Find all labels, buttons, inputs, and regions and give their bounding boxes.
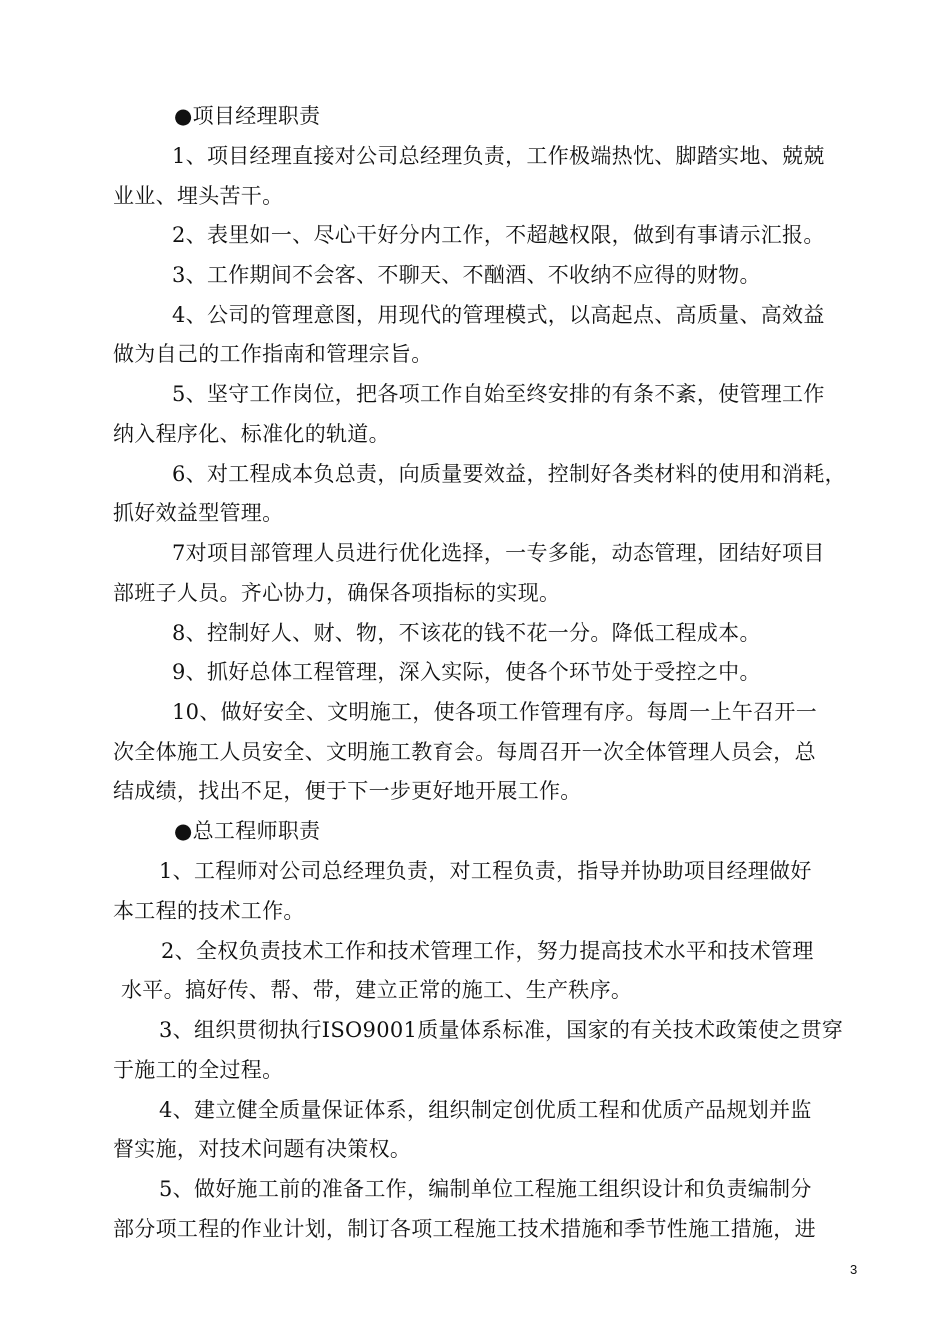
text-line: 于施工的全过程。 [113, 1058, 284, 1082]
text-line: 部分项工程的作业计划，制订各项工程施工技术措施和季节性施工措施，进 [113, 1217, 816, 1241]
text-line: 3、工作期间不会客、不聊天、不酗酒、不收纳不应得的财物。 [172, 263, 761, 287]
text-line: 做为自己的工作指南和管理宗旨。 [113, 342, 433, 366]
text-line: 3、组织贯彻执行ISO9001质量体系标准，国家的有关技术政策使之贯穿 [159, 1018, 844, 1042]
text-line: 6、对工程成本负总责，向质量要效益，控制好各类材料的使用和消耗， [172, 462, 846, 486]
text-line: 4、公司的管理意图，用现代的管理模式，以高起点、高质量、高效益 [172, 303, 825, 327]
heading-chief-engineer-duties: ●总工程师职责 [174, 819, 321, 843]
text-line: 1、项目经理直接对公司总经理负责，工作极端热忱、脚踏实地、兢兢 [172, 144, 825, 168]
text-line: 督实施，对技术问题有决策权。 [113, 1137, 412, 1161]
text-line: 9、抓好总体工程管理，深入实际，使各个环节处于受控之中。 [172, 660, 761, 684]
text-line: 水平。搞好传、帮、带，建立正常的施工、生产秩序。 [121, 978, 633, 1002]
text-line: 结成绩，找出不足，便于下一步更好地开展工作。 [113, 779, 582, 803]
text-line: 部班子人员。齐心协力，确保各项指标的实现。 [113, 581, 561, 605]
text-line: 4、建立健全质量保证体系，组织制定创优质工程和优质产品规划并监 [159, 1098, 812, 1122]
text-line: 7对项目部管理人员进行优化选择，一专多能，动态管理，团结好项目 [172, 541, 825, 565]
text-line: 5、坚守工作岗位，把各项工作自始至终安排的有条不紊，使管理工作 [172, 382, 825, 406]
text-line: 次全体施工人员安全、文明施工教育会。每周召开一次全体管理人员会，总 [113, 740, 816, 764]
text-line: 5、做好施工前的准备工作，编制单位工程施工组织设计和负责编制分 [159, 1177, 812, 1201]
text-line: 2、全权负责技术工作和技术管理工作，努力提高技术水平和技术管理 [161, 939, 814, 963]
text-line: 业业、埋头苦干。 [113, 184, 284, 208]
text-line: 10、做好安全、文明施工，使各项工作管理有序。每周一上午召开一 [172, 700, 818, 724]
text-line: 2、表里如一、尽心干好分内工作，不超越权限，做到有事请示汇报。 [172, 223, 825, 247]
text-line: 纳入程序化、标准化的轨道。 [113, 422, 390, 446]
page-number: 3 [850, 1262, 858, 1277]
text-line: 8、控制好人、财、物，不该花的钱不花一分。降低工程成本。 [172, 621, 761, 645]
heading-project-manager-duties: ●项目经理职责 [174, 104, 321, 128]
text-line: 1、工程师对公司总经理负责，对工程负责，指导并协助项目经理做好 [159, 859, 812, 883]
text-line: 抓好效益型管理。 [113, 501, 284, 525]
text-line: 本工程的技术工作。 [113, 899, 305, 923]
